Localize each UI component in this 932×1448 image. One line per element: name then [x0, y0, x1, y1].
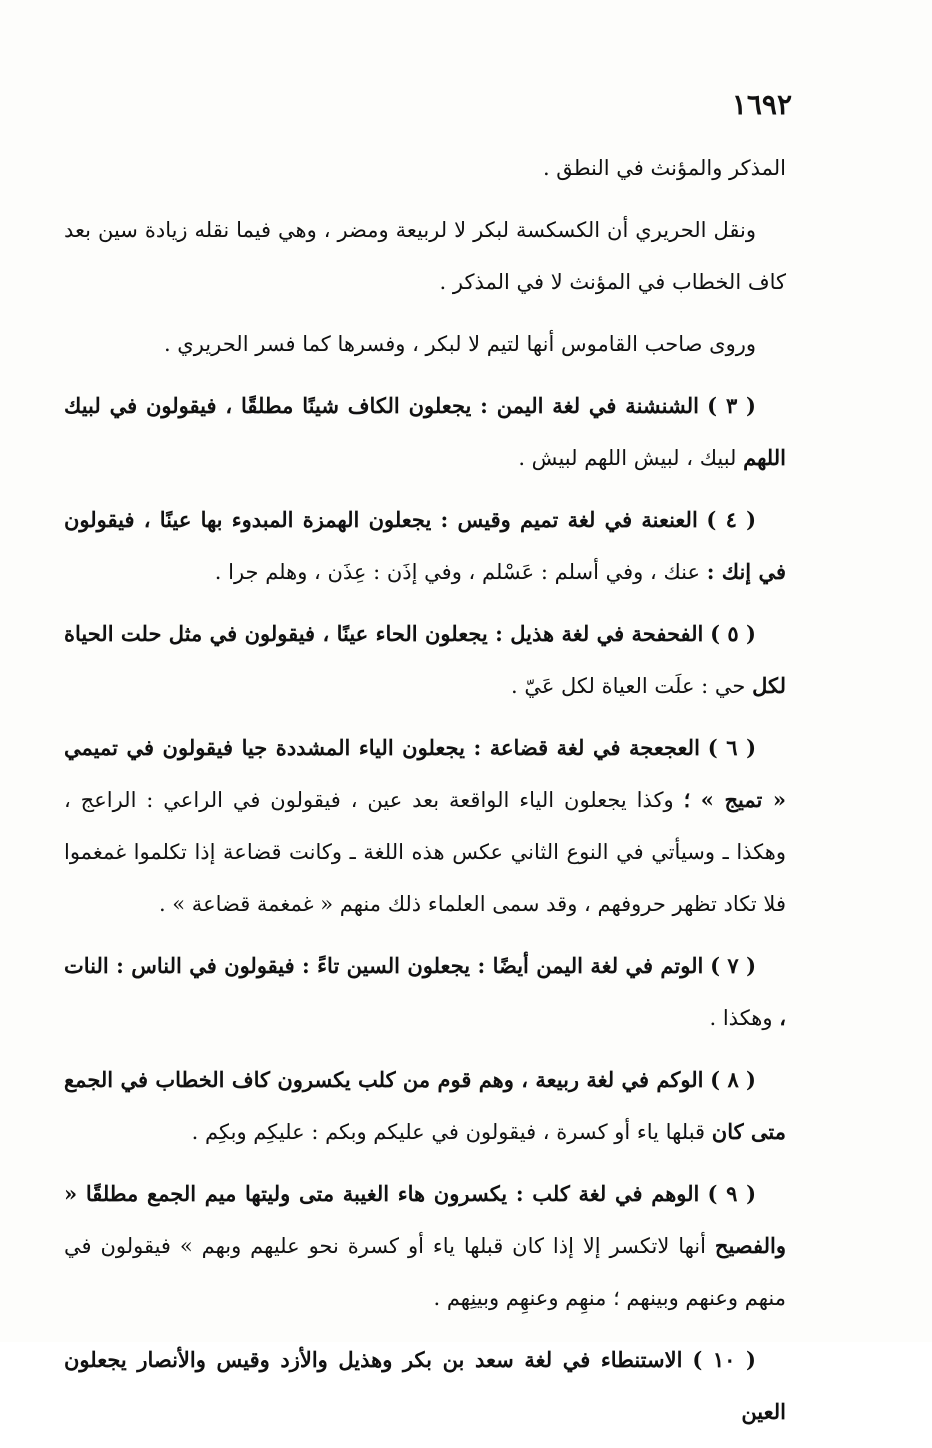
item-heading: الاستنطاء في لغة سعد بن بكر وهذيل والأزد وقيس والأنصار يجعلون العين — [64, 1347, 786, 1424]
item-heading: الوكم في لغة ربيعة ، وهم قوم من كلب يكسرون كاف الخطاب في الجمع متى كان — [64, 1067, 786, 1144]
paragraph-text: ونقل الحريري أن الكسكسة لبكر لا لربيعة ومضر ، وهي فيما نقله زيادة سين بعد كاف الخطاب في المؤنث لا في المذكر . — [64, 218, 786, 294]
body-text — [64, 142, 786, 1448]
item-continuation: أنها لاتكسر إلا إذا كان قبلها ياء أو كسرة نحو عليهم وبهم » فيقولون في منهم وعنهم وبينهم ؛ منهِم وعنهِم وبينِهم . — [64, 1234, 786, 1310]
item-continuation: وكذا يجعلون الياء الواقعة بعد عين ، فيقولون في الراعي : الراعج ، وهكذا ـ وسيأتي في النوع الثاني عكس هذه اللغة ـ وكانت قضاعة إذا تكلموا غمغموا فلا تكاد تظهر حروفهم ، وقد سمى العلماء ذلك منهم « غمغمة قضاعة » . — [64, 788, 786, 916]
item-heading: الفحفحة في لغة هذيل : يجعلون الحاء عينًا ، فيقولون في مثل حلت الحياة لكل — [64, 621, 786, 698]
numbered-paragraph — [64, 380, 786, 484]
item-heading: الشنشنة في لغة اليمن : يجعلون الكاف شينًا مطلقًا ، فيقولون في لبيك اللهم — [64, 393, 786, 470]
numbered-paragraph — [64, 940, 786, 1044]
item-continuation: حي : علَت العياة لكل عَيّ . — [510, 674, 746, 698]
page-number: ١٦٩٢ — [731, 88, 792, 121]
item-number: ( ٨ ) — [710, 1067, 756, 1092]
item-number: ( ٦ ) — [707, 735, 757, 760]
item-number: ( ٩ ) — [707, 1181, 757, 1206]
paragraph-text: وروى صاحب القاموس أنها لتيم لا لبكر ، وفسرها كما فسر الحريري . — [163, 332, 756, 356]
paragraph-text: المذكر والمؤنث في النطق . — [542, 156, 786, 180]
numbered-paragraph — [64, 608, 786, 712]
numbered-paragraph — [64, 494, 786, 598]
item-heading: الوتم في لغة اليمن أيضًا : يجعلون السين تاءً : فيقولون في الناس : النات ، — [64, 953, 786, 1030]
numbered-paragraph — [64, 1334, 786, 1438]
item-continuation: وهكذا . — [709, 1006, 773, 1030]
item-number: ( ٧ ) — [710, 953, 757, 978]
item-continuation: عنك ، وفي أسلم : عَسْلم ، وفي إذَن : عِذَن ، وهلم جرا . — [214, 560, 701, 584]
item-number: ( ٣ ) — [707, 393, 756, 418]
numbered-paragraph — [64, 722, 786, 930]
item-continuation: لبيك ، لبيش اللهم لبيش . — [518, 446, 737, 470]
item-heading: الوهم في لغة كلب : يكسرون هاء الغيبة متى وليتها ميم الجمع مطلقًا « والفصيح — [64, 1181, 786, 1258]
paragraph — [64, 204, 786, 308]
item-number: ( ٤ ) — [706, 507, 757, 532]
numbered-paragraph — [64, 1168, 786, 1324]
paragraph — [64, 142, 786, 194]
numbered-paragraph — [64, 1054, 786, 1158]
item-heading: العنعنة في لغة تميم وقيس : يجعلون الهمزة المبدوء بها عينًا ، فيقولون في إنك : — [64, 507, 786, 584]
item-number: ( ١٠ ) — [692, 1347, 756, 1372]
item-heading: العجعجة في لغة قضاعة : يجعلون الياء المشددة جيا فيقولون في تميمي « تميج » ؛ — [64, 735, 786, 812]
item-continuation: قبلها ياء أو كسرة ، فيقولون في عليكم وبكم : عليكِم وبكِم . — [191, 1120, 706, 1144]
paragraph — [64, 318, 786, 370]
item-number: ( ٥ ) — [710, 621, 756, 646]
